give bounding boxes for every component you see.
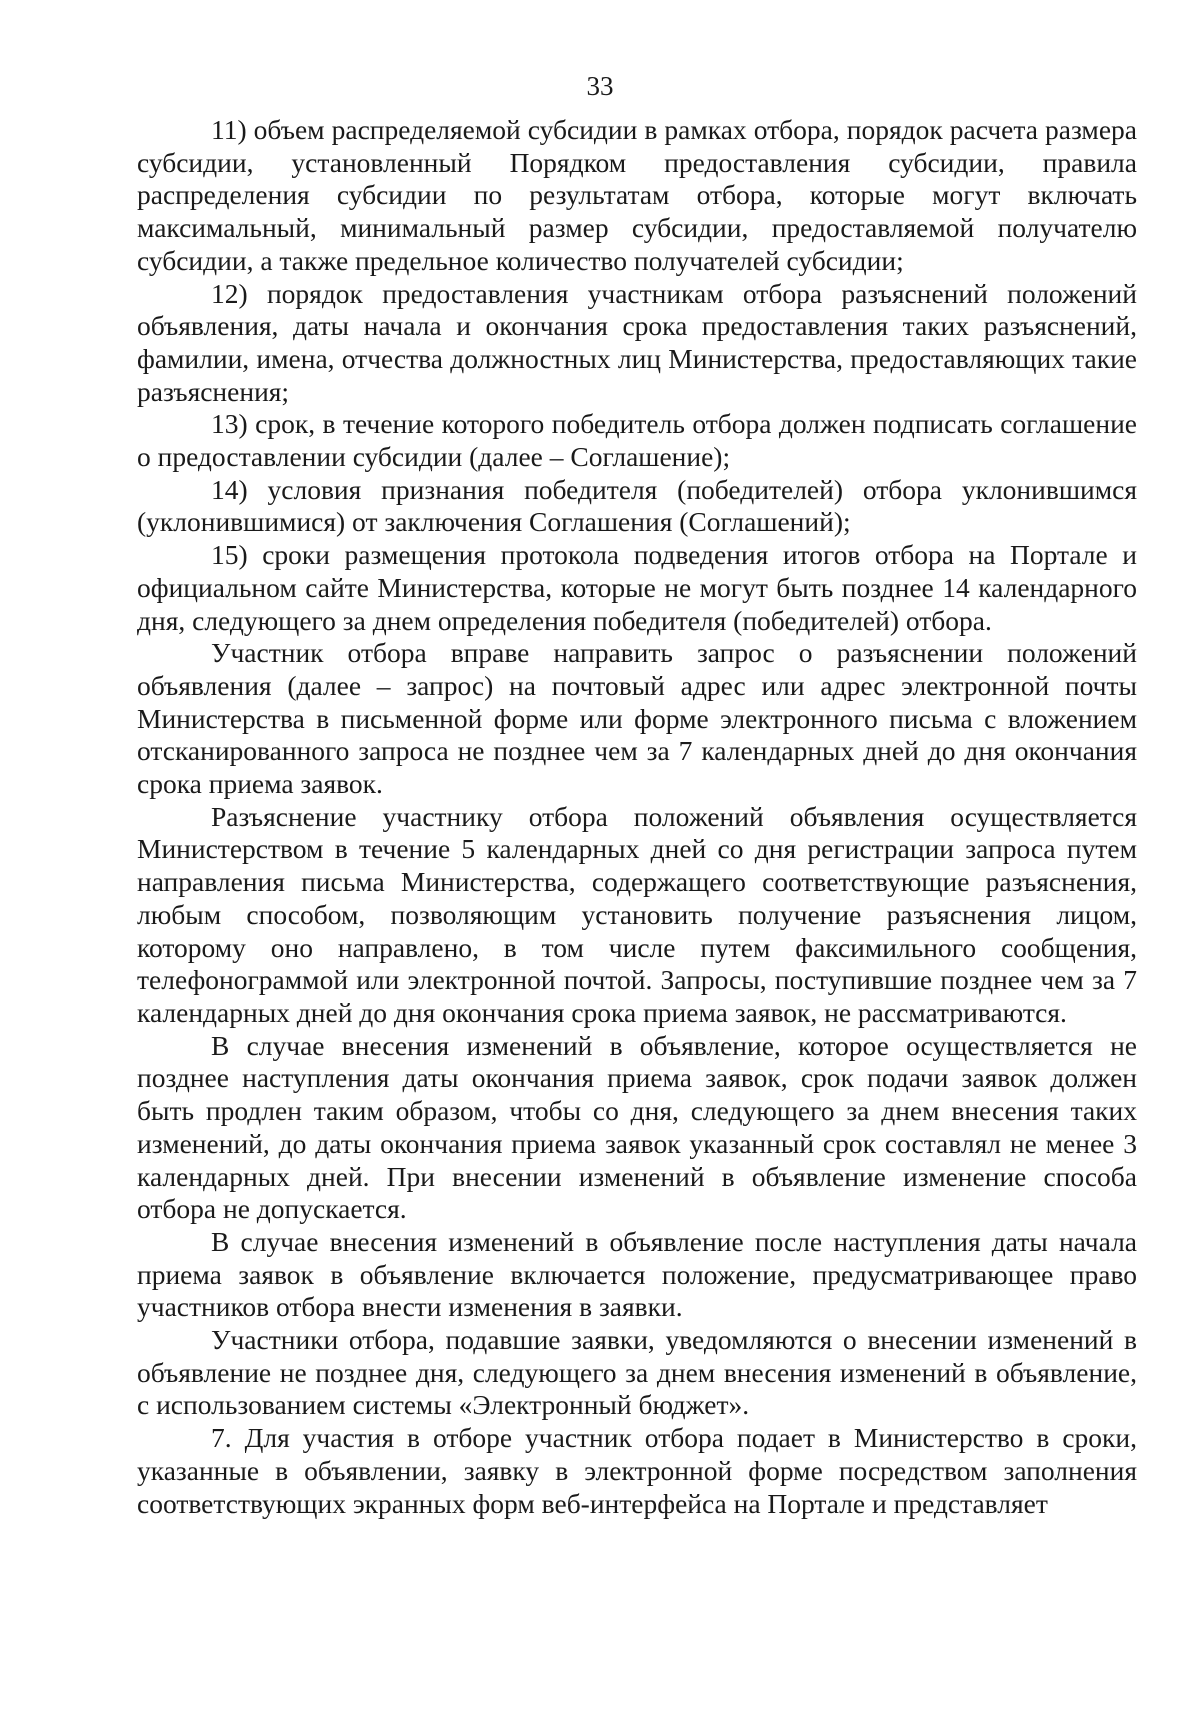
paragraph-notification: Участники отбора, подавшие заявки, уведомляются о внесении изменений в объявление не позднее дня, следующего за днем внесения изменений в объявление, с использованием системы «Электронный бюджет».	[137, 1324, 1137, 1421]
page-number: 33	[586, 71, 614, 101]
paragraph-request: Участник отбора вправе направить запрос о разъяснении положений объявления (далее – запрос) на почтовый адрес или адрес электронной почты Министерства в письменной форме или форме электронного письма с вложением отсканированного запроса не позднее чем за 7 календарных дней до дня окончания срока приема заявок.	[137, 637, 1137, 800]
document-body	[137, 114, 1137, 1520]
paragraph-item-13: 13) срок, в течение которого победитель отбора должен подписать соглашение о предоставлении субсидии (далее – Соглашение);	[137, 408, 1137, 473]
paragraph-section-7: 7. Для участия в отборе участник отбора подает в Министерство в сроки, указанные в объявлении, заявку в электронной форме посредством заполнения соответствующих экранных форм веб-интерфейса на Портале и представляет	[137, 1422, 1137, 1519]
paragraph-clarification: Разъяснение участнику отбора положений объявления осуществляется Министерством в течение 5 календарных дней со дня регистрации запроса путем направления письма Министерства, содержащего соответствующие разъяснения, любым способом, позволяющим установить получение разъяснения лицом, которому оно направлено, в том числе путем факсимильного сообщения, телефонограммой или электронной почтой. Запросы, поступившие позднее чем за 7 календарных дней до дня окончания срока приема заявок, не рассматриваются.	[137, 800, 1137, 1028]
paragraph-item-14: 14) условия признания победителя (победителей) отбора уклонившимся (уклонившимися) от заключения Соглашения (Соглашений);	[137, 473, 1137, 538]
paragraph-item-15: 15) сроки размещения протокола подведения итогов отбора на Портале и официальном сайте Министерства, которые не могут быть позднее 14 календарного дня, следующего за днем определения победителя (победителей) отбора.	[137, 539, 1137, 636]
paragraph-changes-after-start: В случае внесения изменений в объявление после наступления даты начала приема заявок в объявление включается положение, предусматривающее право участников отбора внести изменения в заявки.	[137, 1225, 1137, 1323]
paragraph-changes-deadline: В случае внесения изменений в объявление, которое осуществляется не позднее наступления даты окончания приема заявок, срок подачи заявок должен быть продлен таким образом, чтобы со дня, следующего за днем внесения таких изменений, до даты окончания приема заявок указанный срок составлял не менее 3 календарных дней. При внесении изменений в объявление изменение способа отбора не допускается.	[137, 1029, 1137, 1225]
paragraph-item-11: 11) объем распределяемой субсидии в рамках отбора, порядок расчета размера субсидии, установленный Порядком предоставления субсидии, правила распределения субсидии по результатам отбора, которые могут включать максимальный, минимальный размер субсидии, предоставляемой получателю субсидии, а также предельное количество получателей субсидии;	[137, 114, 1137, 276]
paragraph-item-12: 12) порядок предоставления участникам отбора разъяснений положений объявления, даты начала и окончания срока предоставления таких разъяснений, фамилии, имена, отчества должностных лиц Министерства, предоставляющих такие разъяснения;	[137, 277, 1137, 407]
